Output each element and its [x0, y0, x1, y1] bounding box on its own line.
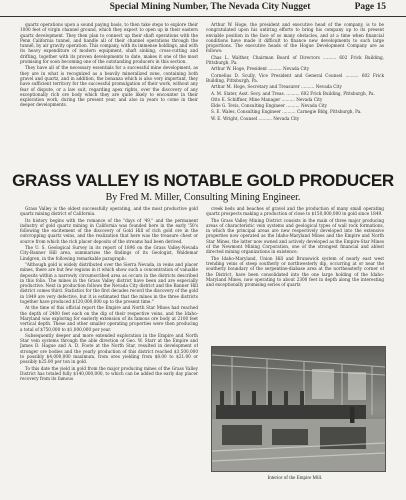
paragraph: Its history begins with the romance of the "days of '49," and the permanent industry of gold quartz mining in California was founded here in the early '50's following the excitement of the discovery of Gold Hill of rich gold ore in the outcropping quartz veins, and the realization that here was the treasure chest or source from which the rich placer deposits of the streams had been derived. [20, 217, 198, 244]
article-headline: GRASS VALLEY IS NOTABLE GOLD PRODUCER [12, 171, 394, 190]
officer-line: Otto E. Schiffner, Mine Manager .......... Nevada City [211, 96, 323, 102]
paragraph: They have all of the necessary essentials for a successful mine development, as they are in what is recognized as a heavily mineralized zone, containing both gravel and quartz, and in addition, the bonanza which is also very important, they have sufficient territory for the successful promulgation of their work, without any fear of dispute, or a law suit, regarding apex rights, over the discovery of any exceptionally rich ore body which they are quite likely to encounter in their exploration work, during the present year, and also in years to come in their deeper developments. [20, 65, 198, 108]
paragraph: quartz operations upon a sound paying basis, to then take steps to explore their 1000 feet of virgin channel ground, which they expect to open up in their eastern quartz development. They then plan to connect up their shaft operations with the Penn_California tunnel, and handle all of their channel operations through the tunnel, by air gravity operation. This company, with its immense holdings, and with its heavy expenditure of modern equipment, shaft sinking, cross-cutting and drifting, together with its proven developments to date, makes it one of the most promising for soon becoming one of the outstanding producers in this section. [20, 22, 198, 65]
officer-line: A. M. Slater, Asst. Secy. and Treas. .......... 602 Frick Building, Pittsburgh, Pa. [211, 90, 375, 96]
officer-line: Cornelius D. Scully, Vice President and General Counsel .......... 602 Frick Building, Pittsburgh, Pa. [206, 72, 384, 83]
paragraph: The U. S. Geological Survey in its report of 1896 on the Grass Valley-Nevada City-Banner Hill area, summarizes the findings of its Geologist, Waldemar Lindgren, in the following remarkable paragraph: [20, 245, 198, 261]
officer-line: Arthur M. Hoge, Secretary and Treasurer .......... Nevada City [211, 84, 342, 90]
paragraph: creek beds and beaches of gravel and the production of many small operating quartz prospects making a production of close to $150,000,000 in gold since 1849. [206, 206, 384, 217]
photo-caption: Interior of the Empire Mill. [267, 476, 323, 481]
article-right-column [206, 206, 384, 342]
mill-interior-illustration [212, 347, 385, 471]
paragraph: The Idaho-Maryland, Union Hill and Brunswick system of nearly east west trending veins of steep southerly or northwesterly dip, occurring at or near the southerly boundary of the serpentine-diabase area at the northeasterly corner of the District, have been consolidated into the one large holding of the Idaho-Maryland Mines, now operating to about 2300 feet in depth along the interesting and exceptionally promising series of quartz [206, 255, 384, 288]
quoted-paragraph: "Although gold is widely distributed over the Sierra Nevada, in veins and placer mines, there are but few regions in it which show such a concentration of valuable deposits within a narrowly circumscribed area as occurs in the districts described in this folio. The mines in the Grass Valley district have been and are especially productive. Next in production follows the Nevada City district and the Banner Hill district comes third. Statistics for the first decades record the discovery of the gold in 1849 are very defective, but it is estimated that the mines in the three districts together have produced $120,000,000 up to the present time." [20, 261, 198, 305]
top-left-column [20, 22, 198, 172]
paragraph: The Grass Valley Mining District consists in the main of three major producing areas of characteristic vein systems and geological types of wall rock formations, in which the principal areas are new respectively developed into the extensive properties now operated as the Idaho-Maryland Mines and the Empire and North Star Mines, the latter now owned and actively developed as the Empire-Star Mines of the Newmont Mining Corporation, one of the strongest financial and ablest directed mining organizations in existence. [206, 217, 384, 255]
paragraph: Subsequently deeper and more extended exploration in the Empire and North Star vein systems through the able direction of Geo. W. Starr at the Empire and James D. Hague and A. D. Foote at the North Star, resulted in development of stronger ore bodies and the yearly production of this district reached $3,500,000 to possibly $4,000,000 maximum, from ores yielding from $8.00 to $21.00 or possibly $25.00 per ton in gold. [20, 332, 198, 365]
mill-interior-photo [211, 346, 386, 472]
top-right-column [206, 22, 384, 172]
article-byline: By Fred M. Miller, Consulting Mining Engineer. [105, 192, 301, 203]
paragraph: At the time of this official report the Empire and North Star Mines had reached the depth of 2400 feet each on the dip of their respective veins, and the Idaho-Maryland was exploring for easterly extension of its famous ore body at 2100 feet vertical depth. These and other smaller operating properties were then producing a total of $750,000 to $1,000,000 per year. [20, 305, 198, 332]
officer-line: W. E. Wright, Counsel .......... Nevada City [211, 115, 300, 121]
paragraph: To this date the yield in gold from the major producing mines of the Grass Valley District has totaled fully $140,000,000, to which can be added the early day placer recovery from its famous [20, 365, 198, 382]
page-number: Page 15 [354, 2, 386, 12]
paragraph: Arthur W. Hoge, the president and executive head of the company, is to be congratulated upon his untiring efforts to bring his company up to its present enviable position in the face of so many obstacles, and at a time when financial conditions have made it difficult to finance new developments to such large proportions. The executive heads of the Hogue Development Company are as follows: [206, 22, 384, 54]
paragraph: Grass Valley is the oldest successfully operating, and the most productive gold quartz mining district of California. [20, 206, 198, 217]
page-header [0, 0, 406, 17]
officer-line: S. E. Wales, Consulting Engineer .......... Carnegie Bldg, Pittsburgh, Pa. [211, 109, 362, 115]
publication-title: Special Mining Number, The Nevada City Nugget [109, 2, 311, 12]
article-left-column [20, 206, 198, 474]
officer-line: Arthur W. Hoge, President .......... Nevada City [211, 66, 310, 72]
officer-line: Elde G. Tevis, Consulting Engineer .......... Nevada City [211, 103, 328, 109]
officer-line: Chas L. Walther, Chairman Board of Directors .......... 602 Frick Building, Pittsburgh, Pa. [206, 54, 384, 66]
